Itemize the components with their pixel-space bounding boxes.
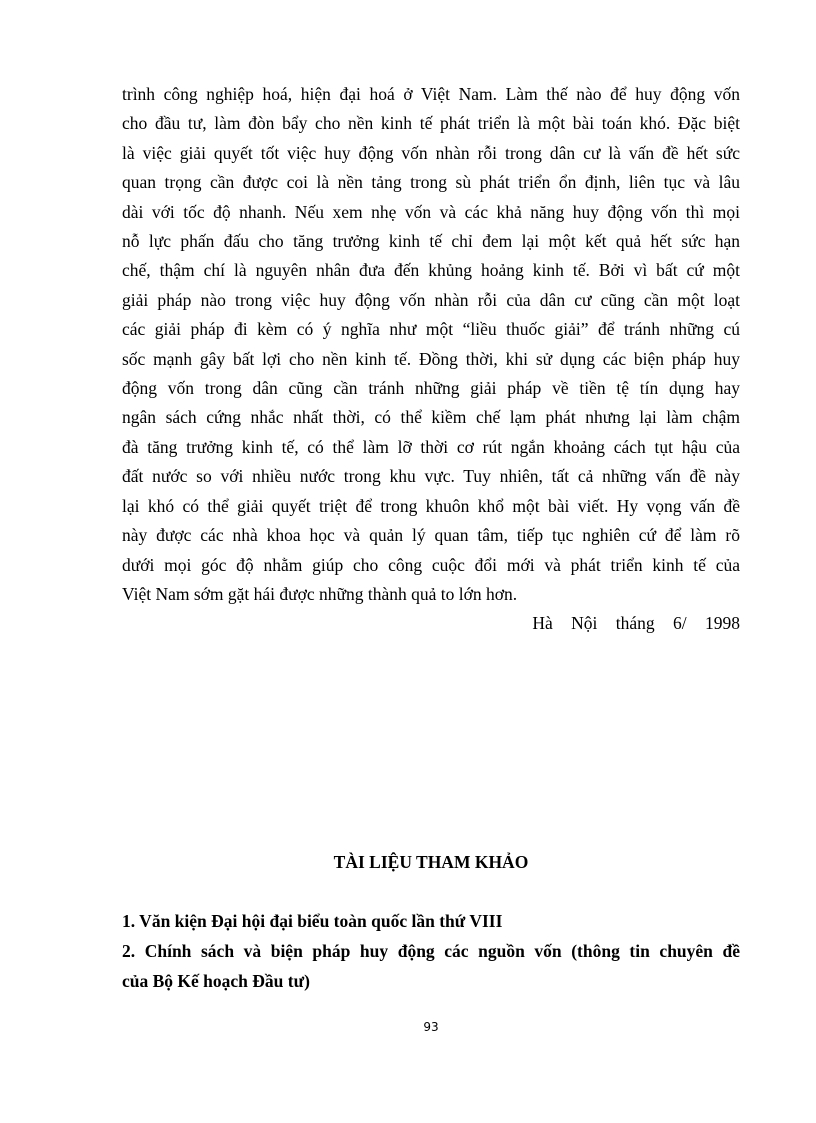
reference-line: 2. Chính sách và biện pháp huy động các nguồn vốn (thông tin chuyên đề xyxy=(122,941,740,961)
body-line: đà tăng trưởng kinh tế, có thể làm lỡ thời cơ rút ngắn khoảng cách tụt hậu của xyxy=(122,436,740,457)
body-paragraph xyxy=(122,80,740,609)
reference-line: 1. Văn kiện Đại hội đại biểu toàn quốc lần thứ VIII xyxy=(122,911,503,931)
body-line: lại khó có thể giải quyết triệt để trong khuôn khổ một bài viết. Hy vọng vấn đề xyxy=(122,495,740,516)
body-line: là việc giải quyết tốt việc huy động vốn nhàn rỗi trong dân cư là vấn đề hết sức xyxy=(122,142,740,163)
body-line: Việt Nam sớm gặt hái được những thành quả to lớn hơn. xyxy=(122,583,518,604)
body-line: quan trọng cần được coi là nền tảng trong sù phát triển ổn định, liên tục và lâu xyxy=(122,172,740,193)
reference-line: của Bộ Kế hoạch Đầu tư) xyxy=(122,971,310,991)
body-line: ngân sách cứng nhắc nhất thời, có thể kiềm chế lạm phát nhưng lại làm chậm xyxy=(122,407,740,428)
body-line: động vốn trong dân cũng cần tránh những giải pháp về tiền tệ tín dụng hay xyxy=(122,378,740,399)
references-list xyxy=(122,906,740,996)
reference-item xyxy=(122,906,740,936)
body-line: này được các nhà khoa học và quản lý quan tâm, tiếp tục nghiên cứ để làm rõ xyxy=(122,525,740,546)
references-heading: TÀI LIỆU THAM KHẢO xyxy=(333,852,529,872)
body-line: các giải pháp đi kèm có ý nghĩa như một “liều thuốc giải” để tránh những cú xyxy=(122,319,740,340)
reference-item xyxy=(122,936,740,996)
body-line: cho đầu tư, làm đòn bẩy cho nền kinh tế phát triển là một bài toán khó. Đặc biệt xyxy=(122,113,740,134)
date-signature: Hà Nội tháng 6/ 1998 xyxy=(532,613,740,634)
body-line: giải pháp nào trong việc huy động vốn nhàn rỗi của dân cư cũng cần một loạt xyxy=(122,289,740,310)
body-line: trình công nghiệp hoá, hiện đại hoá ở Việt Nam. Làm thế nào để huy động vốn xyxy=(122,84,740,104)
document-page xyxy=(122,80,740,1034)
body-line: chế, thậm chí là nguyên nhân đưa đến khủng hoảng kinh tế. Bởi vì bất cứ một xyxy=(122,260,740,281)
body-line: dưới mọi góc độ nhằm giúp cho công cuộc đổi mới và phát triển kinh tế của xyxy=(122,554,740,575)
body-line: dài với tốc độ nhanh. Nếu xem nhẹ vốn và các khả năng huy động vốn thì mọi xyxy=(122,201,740,222)
body-line: đất nước so với nhiều nước trong khu vực. Tuy nhiên, tất cả những vấn đề này xyxy=(122,466,740,487)
page-number: 93 xyxy=(423,1020,439,1034)
body-line: nỗ lực phấn đấu cho tăng trưởng kinh tế chỉ đem lại một kết quả hết sức hạn xyxy=(122,231,740,252)
body-line: sốc mạnh gây bất lợi cho nền kinh tế. Đồng thời, khi sử dụng các biện pháp huy xyxy=(122,348,740,369)
